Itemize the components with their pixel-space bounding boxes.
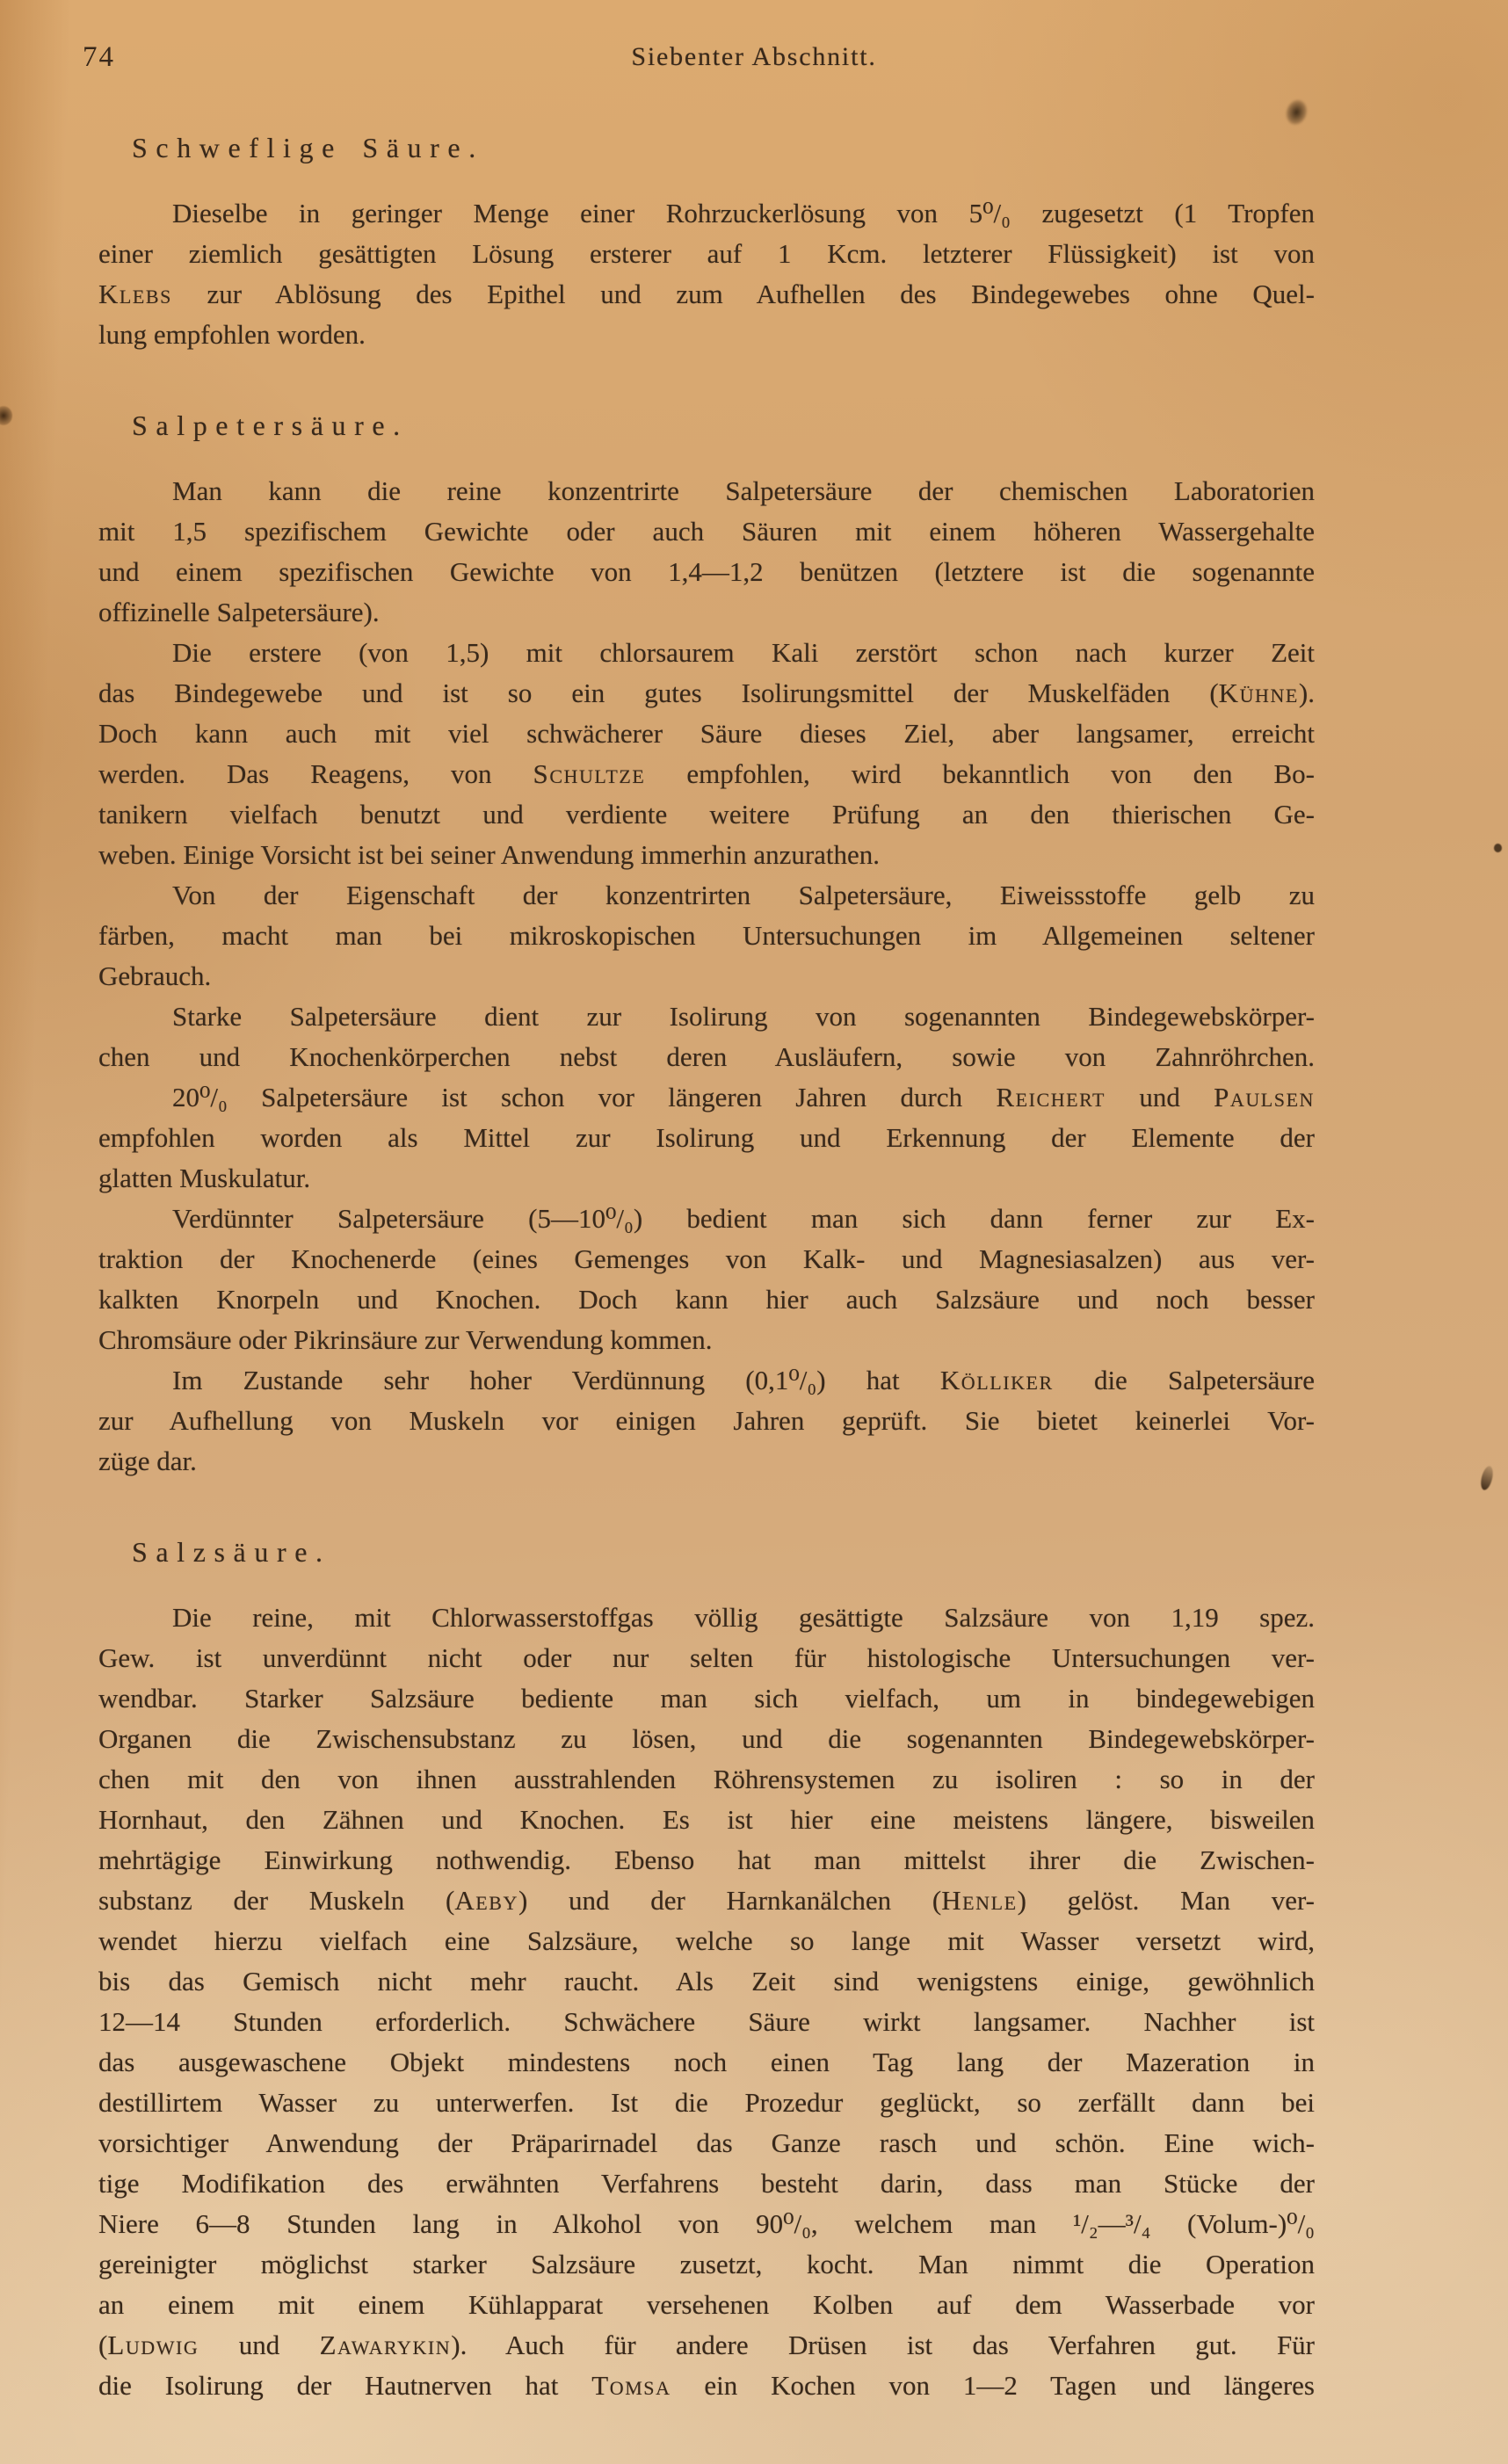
text-line: lung empfohlen worden. xyxy=(98,319,366,350)
text-line: mit 1,5 spezifischem Gewichte oder auch Säuren mit einem höheren Wassergehalte xyxy=(98,516,1315,547)
text-line: bis das Gemisch nicht mehr raucht. Als Zeit sind wenigstens einige, gewöhnlich xyxy=(98,1966,1315,1997)
author-name: Henle xyxy=(941,1885,1018,1916)
paragraph xyxy=(98,996,1315,1077)
text-line: Klebs zur Ablösung des Epithel und zum Aufhellen des Bindegewebes ohne Quel- xyxy=(98,279,1315,309)
text-line: wendbar. Starker Salzsäure bediente man sich vielfach, um in bindegewebigen xyxy=(98,1683,1315,1714)
text-line: färben, macht man bei mikroskopischen Untersuchungen im Allgemeinen seltener xyxy=(98,920,1315,951)
author-name: Kölliker xyxy=(939,1365,1054,1395)
section-heading: Schweflige Säure. xyxy=(132,132,484,163)
author-name: Reichert xyxy=(996,1082,1106,1112)
text-line: (Ludwig und Zawarykin). Auch für andere Drüsen ist das Verfahren gut. Für xyxy=(98,2330,1315,2360)
text-line: Organen die Zwischensubstanz zu lösen, und die sogenannten Bindegewebskörper- xyxy=(98,1723,1315,1754)
author-name: Aeby xyxy=(454,1885,518,1916)
text-line: gereinigter möglichst starker Salzsäure zusetzt, kocht. Man nimmt die Operation xyxy=(98,2249,1315,2279)
section-heading: Salzsäure. xyxy=(132,1536,331,1568)
text-line: an einem mit einem Kühlapparat versehenen Kolben auf dem Wasserbade vor xyxy=(98,2289,1315,2320)
paragraph xyxy=(98,1077,1315,1199)
text-line: das ausgewaschene Objekt mindestens noch einen Tag lang der Mazeration in xyxy=(98,2047,1315,2077)
text-line: das Bindegewebe und ist so ein gutes Isolirungsmittel der Muskelfäden (Kühne). xyxy=(98,678,1315,708)
text-line: Von der Eigenschaft der konzentrirten Salpetersäure, Eiweissstoffe gelb zu xyxy=(172,880,1315,910)
author-name: Schultze xyxy=(533,758,646,789)
text-line: Hornhaut, den Zähnen und Knochen. Es ist hier eine meistens längere, bisweilen xyxy=(98,1804,1315,1835)
text-line: tanikern vielfach benutzt und verdiente weitere Prüfung an den thierischen Ge- xyxy=(98,799,1315,830)
page-number: 74 xyxy=(83,41,115,73)
text-line: Gebrauch. xyxy=(98,960,212,991)
paragraph xyxy=(98,1598,1315,2406)
paragraph xyxy=(98,471,1315,633)
author-name: Zawarykin xyxy=(319,2330,452,2360)
text-line: Die reine, mit Chlorwasserstoffgas völlig gesättigte Salzsäure von 1,19 spez. xyxy=(172,1602,1315,1633)
text-line: tige Modifikation des erwähnten Verfahrens besteht darin, dass man Stücke der xyxy=(98,2168,1315,2199)
text-line: 20⁰/₀ Salpetersäure ist schon vor längeren Jahren durch Reichert und Paulsen xyxy=(172,1082,1315,1112)
text-line: einer ziemlich gesättigten Lösung ersterer auf 1 Kcm. letzterer Flüssigkeit) ist von xyxy=(98,238,1315,269)
text-line: Im Zustande sehr hoher Verdünnung (0,1⁰/₀) hat Kölliker die Salpetersäure xyxy=(172,1365,1315,1395)
text-line: Die erstere (von 1,5) mit chlorsaurem Kali zerstört schon nach kurzer Zeit xyxy=(172,637,1315,668)
text-line: offizinelle Salpetersäure). xyxy=(98,597,380,627)
author-name: Paulsen xyxy=(1214,1082,1315,1112)
text-line: chen und Knochenkörperchen nebst deren Ausläufern, sowie von Zahnröhrchen. xyxy=(98,1041,1315,1072)
text-line: Chromsäure oder Pikrinsäure zur Verwendung kommen. xyxy=(98,1324,713,1355)
text-line: die Isolirung der Hautnerven hat Tomsa ein Kochen von 1—2 Tagen und längeres xyxy=(98,2370,1315,2401)
author-name: Tomsa xyxy=(591,2370,671,2401)
text-line: Niere 6—8 Stunden lang in Alkohol von 90⁰/₀, welchem man ¹/₂—³/₄ (Volum-)⁰/₀ xyxy=(98,2208,1315,2239)
page-header xyxy=(0,37,1508,77)
text-line: und einem spezifischen Gewichte von 1,4—1,2 benützen (letztere ist die sogenannte xyxy=(98,556,1315,587)
text-line: empfohlen worden als Mittel zur Isolirung und Erkennung der Elemente der xyxy=(98,1122,1315,1153)
text-line: Verdünnter Salpetersäure (5—10⁰/₀) bedient man sich dann ferner zur Ex- xyxy=(172,1203,1315,1234)
text-line: werden. Das Reagens, von Schultze empfohlen, wird bekanntlich von den Bo- xyxy=(98,758,1315,789)
text-line: chen mit den von ihnen ausstrahlenden Röhrensystemen zu isoliren : so in der xyxy=(98,1764,1315,1794)
text-line: Man kann die reine konzentrirte Salpetersäure der chemischen Laboratorien xyxy=(172,475,1315,506)
section-heading: Salpetersäure. xyxy=(132,409,409,441)
paragraph xyxy=(98,1199,1315,1360)
text-line: wendet hierzu vielfach eine Salzsäure, welche so lange mit Wasser versetzt wird, xyxy=(98,1925,1315,1956)
text-line: Doch kann auch mit viel schwächerer Säure dieses Ziel, aber langsamer, erreicht xyxy=(98,718,1315,749)
text-line: vorsichtiger Anwendung der Präparirnadel das Ganze rasch und schön. Eine wich- xyxy=(98,2127,1315,2158)
text-line: traktion der Knochenerde (eines Gemenges von Kalk- und Magnesiasalzen) aus ver- xyxy=(98,1243,1315,1274)
text-line: 12—14 Stunden erforderlich. Schwächere Säure wirkt langsamer. Nachher ist xyxy=(98,2006,1315,2037)
text-line: substanz der Muskeln (Aeby) und der Harnkanälchen (Henle) gelöst. Man ver- xyxy=(98,1885,1315,1916)
text-line: mehrtägige Einwirkung nothwendig. Ebenso hat man mittelst ihrer die Zwischen- xyxy=(98,1844,1315,1875)
author-name: Ludwig xyxy=(107,2330,199,2360)
text-line: Dieselbe in geringer Menge einer Rohrzuckerlösung von 5⁰/₀ zugesetzt (1 Tropfen xyxy=(172,198,1315,228)
text-line: Starke Salpetersäure dient zur Isolirung von sogenannten Bindegewebskörper- xyxy=(172,1001,1315,1032)
text-line: Gew. ist unverdünnt nicht oder nur selten für histologische Untersuchungen ver- xyxy=(98,1642,1315,1673)
text-line: züge dar. xyxy=(98,1446,197,1476)
text-line: glatten Muskulatur. xyxy=(98,1163,311,1193)
text-line: destillirtem Wasser zu unterwerfen. Ist die Prozedur geglückt, so zerfällt dann bei xyxy=(98,2087,1315,2118)
text-line: weben. Einige Vorsicht ist bei seiner Anwendung immerhin anzurathen. xyxy=(98,839,881,870)
text-line: kalkten Knorpeln und Knochen. Doch kann hier auch Salzsäure und noch besser xyxy=(98,1284,1315,1315)
text-column xyxy=(98,128,1315,2406)
paragraph xyxy=(98,633,1315,875)
paragraph xyxy=(98,193,1315,355)
paragraph xyxy=(98,1360,1315,1482)
author-name: Kühne xyxy=(1218,678,1299,708)
text-line: zur Aufhellung von Muskeln vor einigen Jahren geprüft. Sie bietet keinerlei Vor- xyxy=(98,1405,1315,1436)
author-name: Klebs xyxy=(98,279,172,309)
running-title: Siebenter Abschnitt. xyxy=(631,42,877,71)
paragraph xyxy=(98,875,1315,996)
